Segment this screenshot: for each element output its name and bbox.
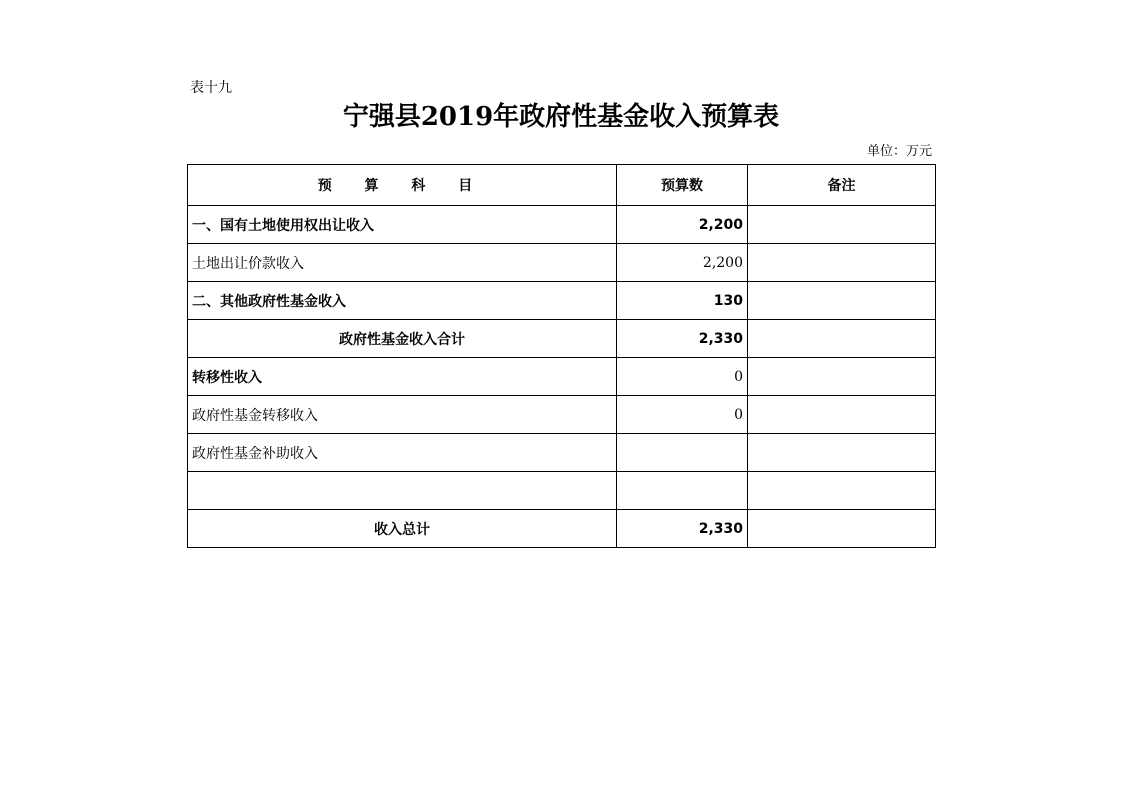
row-item: 二、其他政府性基金收入	[188, 282, 617, 320]
row-amount: 0	[617, 396, 748, 434]
row-note	[748, 320, 936, 358]
header-note: 备注	[748, 165, 936, 206]
row-note	[748, 282, 936, 320]
row-item	[188, 472, 617, 510]
row-amount: 0	[617, 358, 748, 396]
table-row	[188, 396, 936, 434]
row-amount: 130	[617, 282, 748, 320]
page-title: 宁强县2019年政府性基金收入预算表	[342, 102, 780, 132]
row-amount	[617, 472, 748, 510]
table-header-row	[188, 165, 936, 206]
row-item: 一、国有土地使用权出让收入	[188, 206, 617, 244]
table-row	[188, 320, 936, 358]
row-item: 政府性基金转移收入	[188, 396, 617, 434]
row-amount: 2,330	[617, 320, 748, 358]
header-item: 预 算 科 目	[188, 165, 617, 206]
table-row	[188, 206, 936, 244]
header-amount: 预算数	[617, 165, 748, 206]
unit-label: 单位：万元	[866, 144, 932, 159]
row-amount: 2,330	[617, 510, 748, 548]
table-row	[188, 472, 936, 510]
table-row	[188, 358, 936, 396]
row-item: 收入总计	[188, 510, 617, 548]
row-note	[748, 244, 936, 282]
row-amount: 2,200	[617, 206, 748, 244]
row-note	[748, 472, 936, 510]
table-number: 表十九	[190, 80, 232, 96]
row-note	[748, 206, 936, 244]
table-row-total	[188, 510, 936, 548]
row-item: 转移性收入	[188, 358, 617, 396]
row-note	[748, 510, 936, 548]
row-amount	[617, 434, 748, 472]
row-item: 政府性基金补助收入	[188, 434, 617, 472]
row-item: 政府性基金收入合计	[188, 320, 617, 358]
table-row	[188, 282, 936, 320]
table-row	[188, 244, 936, 282]
table-row	[188, 434, 936, 472]
row-note	[748, 434, 936, 472]
row-note	[748, 396, 936, 434]
row-note	[748, 358, 936, 396]
row-item: 土地出让价款收入	[188, 244, 617, 282]
budget-table	[187, 164, 936, 548]
row-amount: 2,200	[617, 244, 748, 282]
